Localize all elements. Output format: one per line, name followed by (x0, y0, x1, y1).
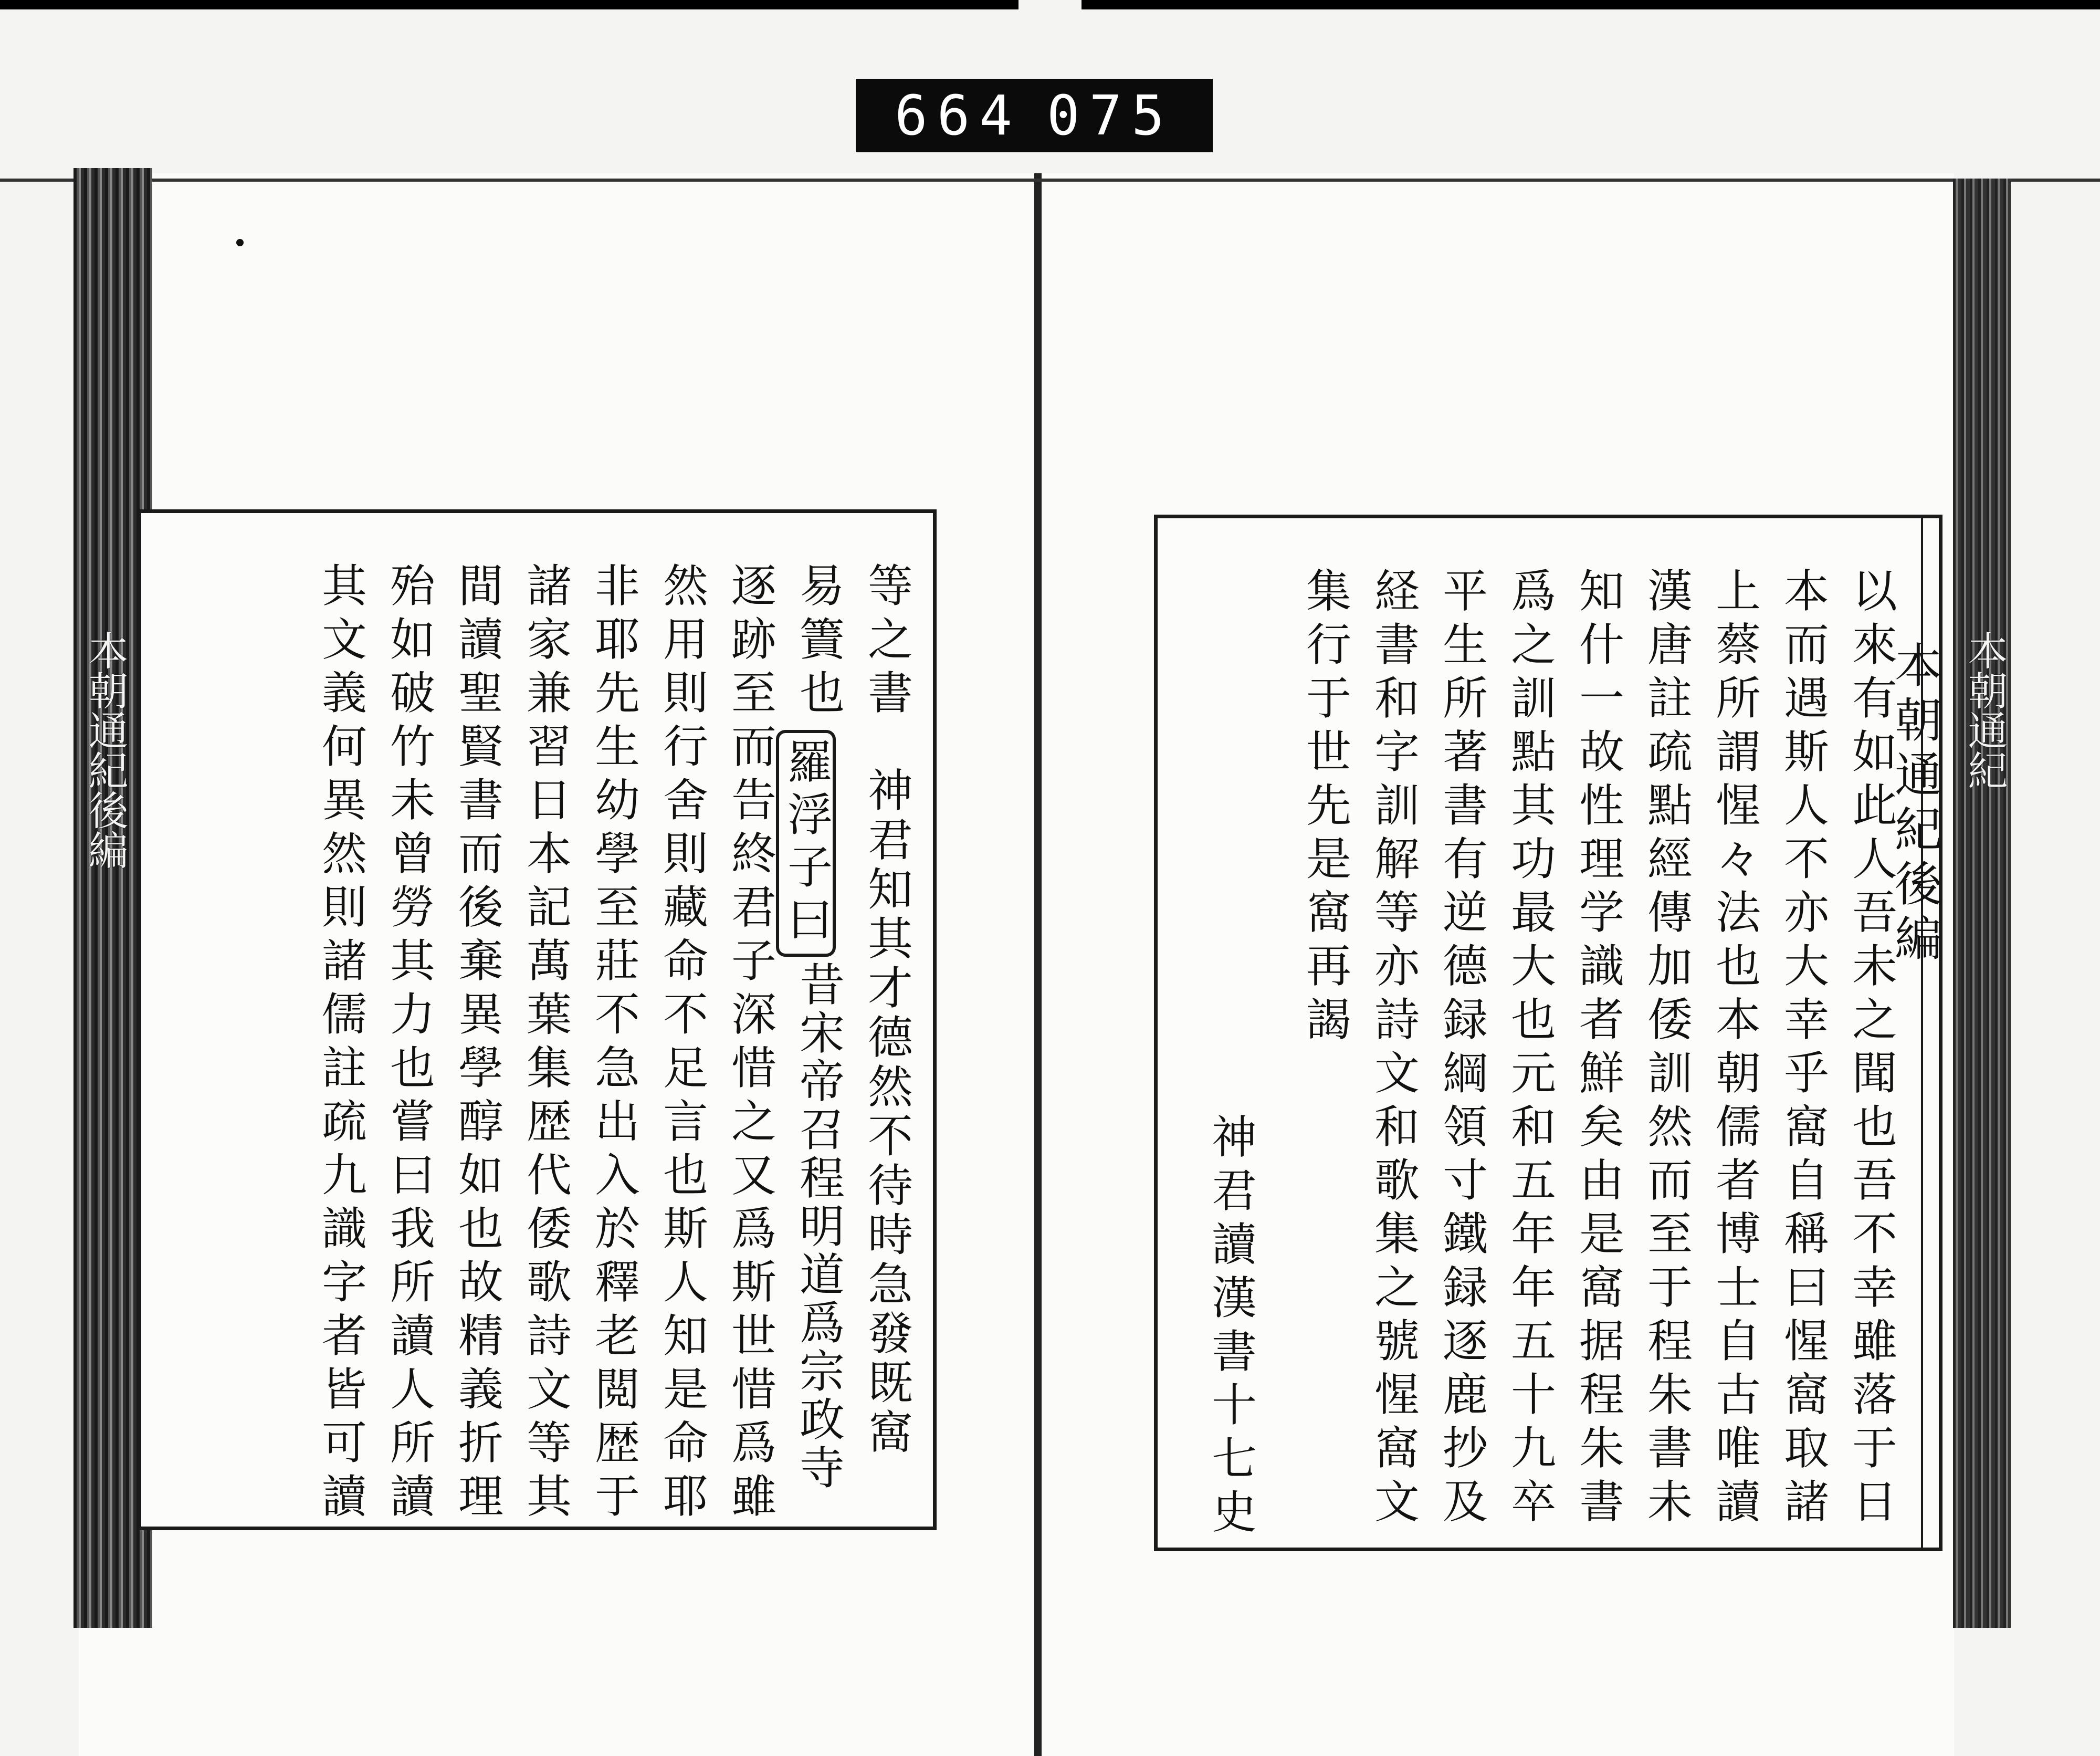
right-spine-title: 本朝通紀 (1961, 630, 2008, 790)
right-text-column-1: 以來有如此人吾未之聞也吾不幸雖落于日 (1844, 567, 1897, 1531)
right-text-column-7: 平生所著書有逆德録綱領寸鐵録逐鹿抄及 (1435, 567, 1487, 1531)
page-top-edge (0, 179, 2100, 182)
book-gutter (1034, 173, 1042, 1756)
left-text-column-1: 等之書 (860, 562, 912, 723)
right-text-column-3: 上蔡所謂惺々法也本朝儒者博士自古唯讀 (1708, 567, 1760, 1531)
left-text-column-10: 其文義何異然則諸儒註疏九識字者皆可讀 (314, 562, 366, 1526)
reel-frame-label (856, 79, 1213, 152)
left-text-column-7: 諸家兼習日本記萬葉集歴代倭歌詩文等其 (519, 562, 571, 1526)
left-text-column-3: 昔宋帝召程明道爲宗政寺 (792, 961, 844, 1492)
boxed-heading: 羅浮子曰 (776, 730, 836, 957)
speck-mark (236, 239, 244, 246)
right-text-column-8: 経書和字訓解等亦詩文和歌集之號惺窩文 (1367, 567, 1419, 1531)
right-text-column-4: 漢唐註疏點經傳加倭訓然而至于程朱書未 (1640, 567, 1692, 1531)
left-text-column-6: 非耶先生幼學至莊不急出入於釋老閲歴于 (587, 562, 639, 1526)
right-spine-edge (1953, 179, 2011, 1628)
left-text-column-9: 殆如破竹未曾勞其力也嘗曰我所讀人所讀 (382, 562, 435, 1526)
right-text-column-9: 集行于世先是窩再謁 (1298, 567, 1351, 1049)
left-text-column-4: 逐跡至而告終君子深惜之又爲斯世惜爲雖 (723, 562, 776, 1526)
right-running-title: 本朝通紀後編 (1886, 641, 1941, 968)
left-text-column-2: 易簀也 (792, 562, 844, 723)
reel-number: 664 (895, 83, 1022, 148)
top-border-gap (1018, 0, 1082, 9)
left-text-column-1-tail: 神君知其才德然不待時急發既窩 (860, 767, 912, 1458)
left-text-column-8: 間讀聖賢書而後棄異學醇如也故精義折理 (450, 562, 503, 1526)
frame-number: 075 (1047, 83, 1174, 148)
right-text-column-5: 知什一故性理学識者鮮矣由是窩据程朱書 (1571, 567, 1624, 1531)
right-text-column-6: 爲之訓點其功最大也元和五年年五十九卒 (1503, 567, 1556, 1531)
left-text-column-5: 然用則行舍則藏命不足言也斯人知是命耶 (655, 562, 708, 1526)
left-spine-title: 本朝通紀後編 (82, 630, 129, 870)
right-text-column-10: 神君讀漢書十七史 (1204, 1113, 1256, 1542)
right-text-column-2: 本而遇斯人不亦大幸乎窩自稱曰惺窩取諸 (1776, 567, 1829, 1531)
